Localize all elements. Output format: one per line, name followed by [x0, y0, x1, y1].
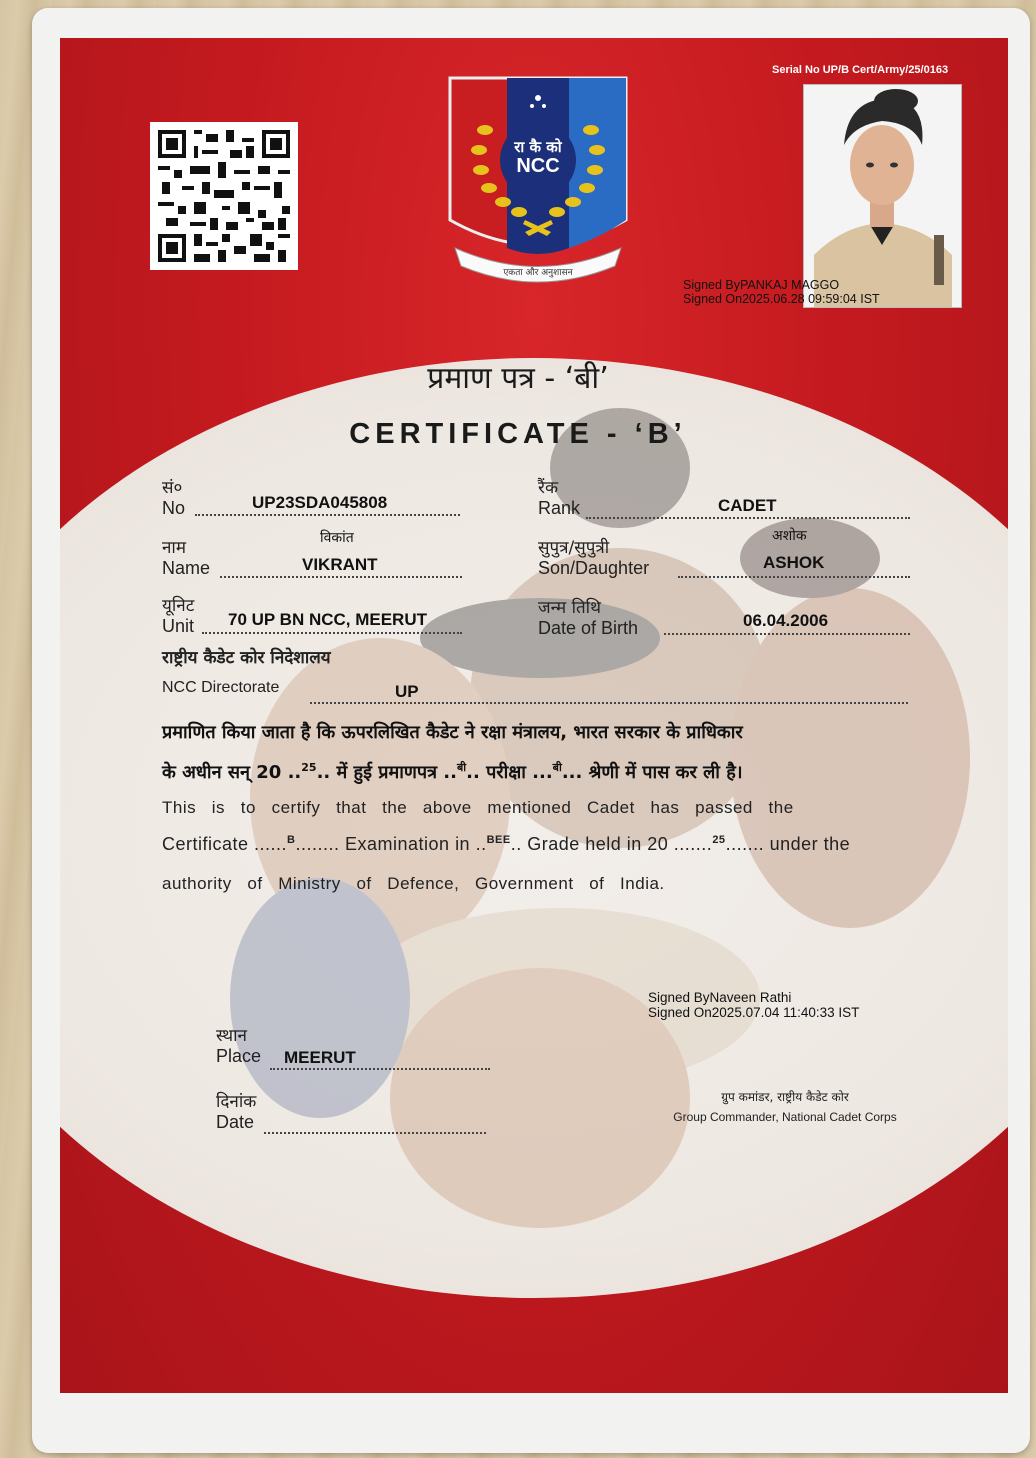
qr-code[interactable] [150, 122, 298, 270]
no-value: UP23SDA045808 [252, 493, 388, 512]
cadet-photo [803, 84, 962, 308]
photo-signed-on: Signed On2025.06.28 09:59:04 IST [683, 292, 880, 306]
para-english-line3: authority of Ministry of Defence, Government of India. [162, 874, 665, 893]
para-hindi-line2: के अधीन सन् 20 ..$^{25}$.. में हुई प्रमाणपत्र ..$^{बी}$.. परीक्षा ...$^{बी}$... श्रेणी में पास कर ली है। [162, 761, 743, 783]
photo-digital-signature [683, 278, 880, 306]
dob-value: 06.04.2006 [743, 611, 829, 630]
place-dots [270, 1068, 490, 1070]
son-daughter-value: ASHOK [763, 553, 825, 572]
group-commander-english: Group Commander, National Cadet Corps [673, 1110, 897, 1124]
photo-signed-by: Signed ByPANKAJ MAGGO [683, 278, 840, 292]
title-english: CERTIFICATE - ‘B’ [349, 418, 687, 450]
commander-digital-signature [648, 990, 859, 1020]
name-value-hindi: विकांत [320, 530, 354, 546]
dob-dots [664, 633, 910, 635]
rank-value: CADET [718, 496, 777, 515]
rank-dots [586, 517, 910, 519]
ncc-emblem-icon [445, 70, 631, 290]
rank-label: रैंक Rank [538, 478, 581, 518]
white-oval-panel [60, 358, 1008, 1298]
emblem-text: NCC [516, 155, 560, 177]
name-dots [220, 576, 462, 578]
para-english-line2: Certificate ......$^B$........ Examination in ..$^{BEE}$.. Grade held in 20 .......$^{25}$....... under the [162, 834, 851, 854]
serial-number: Serial No UP/B Cert/Army/25/0163 [772, 64, 949, 76]
directorate-value: UP [395, 682, 419, 701]
no-label: सं० No [162, 478, 186, 518]
commander-signed-on: Signed On2025.07.04 11:40:33 IST [648, 1005, 860, 1020]
commander-signed-by: Signed ByNaveen Rathi [648, 990, 792, 1005]
unit-value: 70 UP BN NCC, MEERUT [228, 610, 427, 629]
no-dots [195, 514, 460, 516]
place-value: MEERUT [284, 1048, 356, 1067]
emblem-hindi: रा कै को [514, 138, 562, 156]
name-label: नाम Name [162, 538, 211, 578]
dob-label: जन्म तिथि Date of Birth [538, 598, 639, 638]
emblem-motto: एकता और अनुशासन [503, 268, 573, 278]
group-commander-hindi: ग्रुप कमांडर, राष्ट्रीय कैडेट कोर [721, 1090, 849, 1104]
para-hindi-line1: प्रमाणित किया जाता है कि ऊपरलिखित कैडेट ने रक्षा मंत्रालय, भारत सरकार के प्राधिकार [162, 722, 743, 743]
directorate-label: राष्ट्रीय कैडेट कोर निदेशालय NCC Directorate [162, 648, 331, 696]
date-dots [264, 1132, 486, 1134]
son-daughter-label: सुपुत्र/सुपुत्री Son/Daughter [538, 538, 650, 578]
unit-label: यूनिट Unit [162, 596, 195, 636]
unit-dots [202, 632, 462, 634]
para-english-line1: This is to certify that the above mentioned Cadet has passed the [162, 798, 794, 817]
son-daughter-value-hindi: अशोक [772, 528, 807, 544]
son-daughter-dots [678, 576, 910, 578]
name-value: VIKRANT [302, 555, 378, 574]
directorate-dots [310, 702, 908, 704]
date-label: दिनांक Date [216, 1092, 257, 1132]
title-hindi: प्रमाण पत्र - ‘बी’ [427, 361, 609, 396]
place-label: स्थान Place [216, 1026, 262, 1066]
